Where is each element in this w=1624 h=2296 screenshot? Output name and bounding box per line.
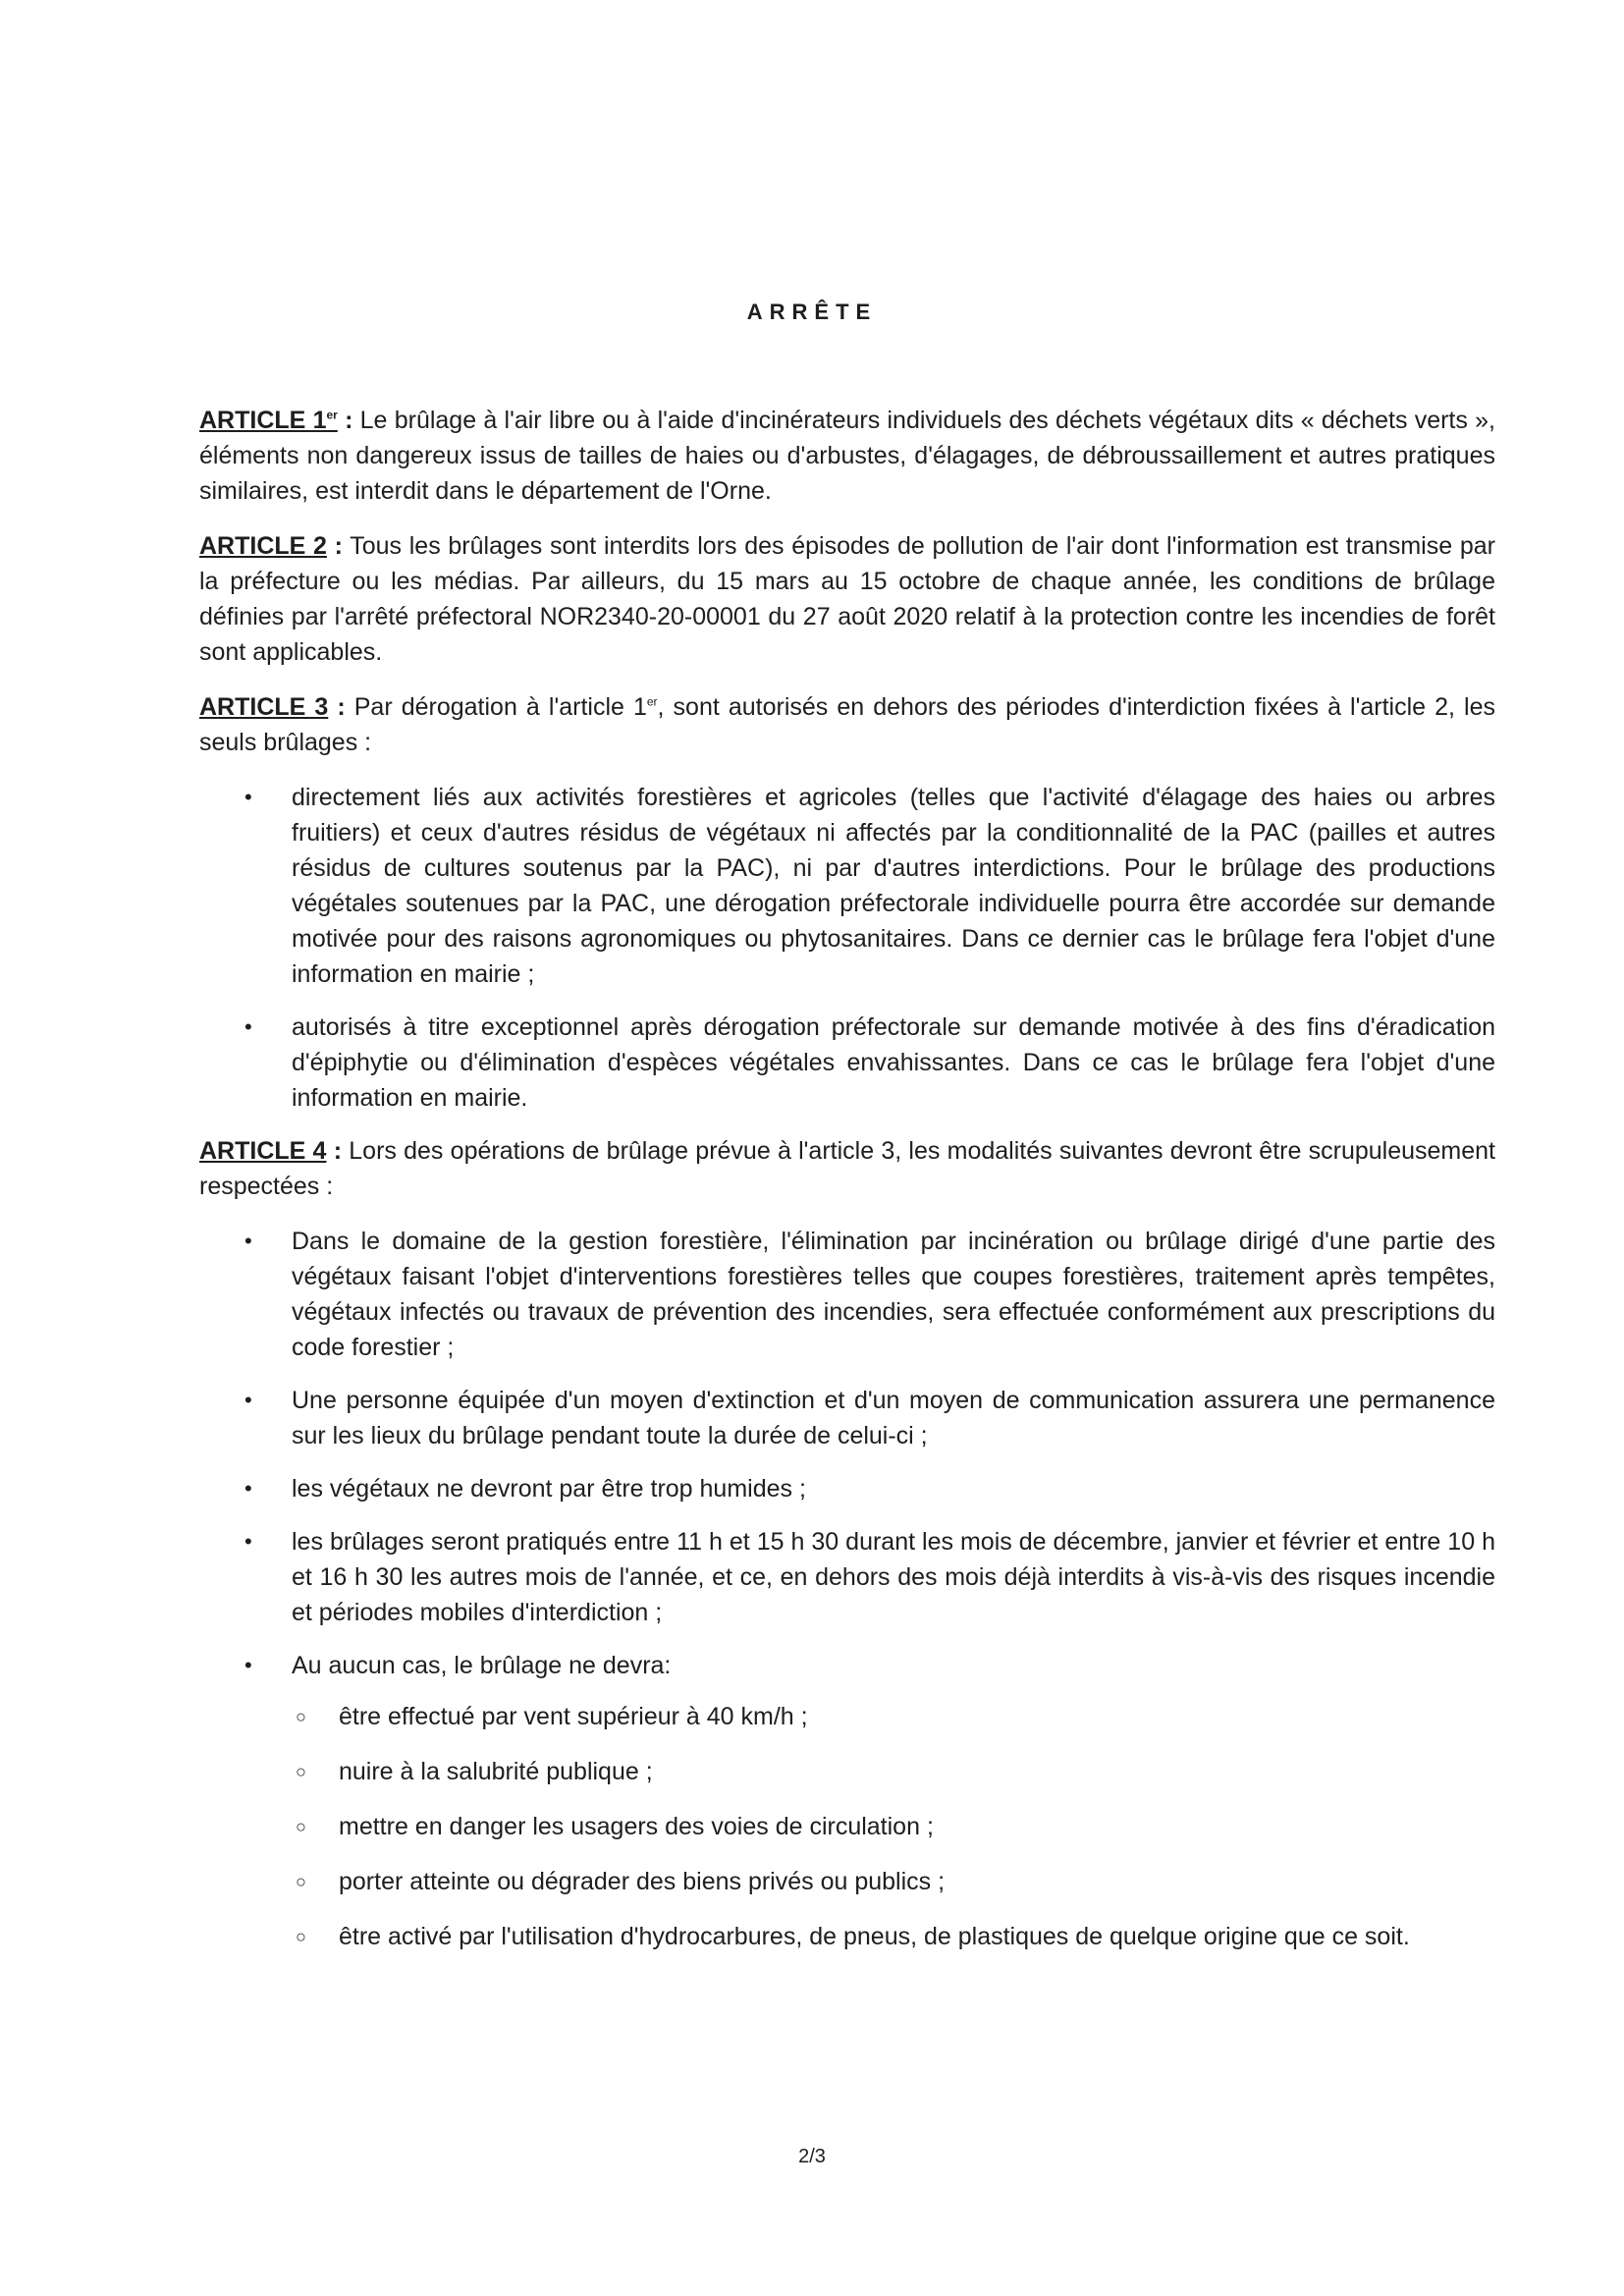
article-1-label-sup: er [326, 408, 338, 422]
list-item-text: Une personne équipée d'un moyen d'extinction et d'un moyen de communication assurera une permanence sur les lieux du brûlage pendant toute la durée de celui-ci ; [292, 1387, 1495, 1449]
article-3-text-sup: er [646, 694, 658, 709]
sub-list-item-text: nuire à la salubrité publique ; [339, 1758, 653, 1785]
list-item-text: Au aucun cas, le brûlage ne devra: [292, 1652, 672, 1679]
article-4-text: Lors des opérations de brûlage prévue à l'article 3, les modalités suivantes devront être scrupuleusement respectées : [199, 1137, 1495, 1200]
list-item [199, 1471, 1495, 1506]
sub-list-item [292, 1919, 1495, 1954]
sub-list-item-text: être effectué par vent supérieur à 40 km/h ; [339, 1703, 808, 1730]
sub-list-item-text: mettre en danger les usagers des voies de circulation ; [339, 1813, 934, 1840]
article-2-label: ARTICLE 2 [199, 532, 327, 560]
list-item [199, 1648, 1495, 1954]
circle-bullet-icon: ○ [296, 1872, 306, 1891]
article-4-colon: : [326, 1137, 343, 1165]
list-item-text: les végétaux ne devront par être trop humides ; [292, 1475, 806, 1503]
article-3-label: ARTICLE 3 [199, 693, 329, 721]
bullet-icon: • [244, 1476, 252, 1501]
article-1-colon: : [337, 407, 353, 434]
article-2-colon: : [326, 532, 343, 560]
bullet-icon: • [244, 785, 252, 809]
page-number: 2/3 [798, 2146, 826, 2167]
sub-list-item-text: être activé par l'utilisation d'hydrocarbures, de pneus, de plastiques de quelque origine que ce soit. [339, 1923, 1410, 1950]
sub-list-item [292, 1864, 1495, 1899]
list-item-text: les brûlages seront pratiqués entre 11 h et 15 h 30 durant les mois de décembre, janvier et février et entre 10 h et 16 h 30 les autres mois de l'année, et ce, en dehors des mois déjà interdits à vis-à-vis des risques incendie et périodes mobiles d'interdiction ; [292, 1528, 1495, 1626]
bullet-icon: • [244, 1653, 252, 1677]
list-item-text: directement liés aux activités forestières et agricoles (telles que l'activité d'élagage des haies ou arbres fruitiers) et ceux d'autres résidus de végétaux ni affectés par la conditionnalité de la PAC (pailles et autres résidus de cultures soutenus par la PAC), ni par d'autres interdictions. Pour le brûlage des productions végétales soutenues par la PAC, une dérogation préfectorale individuelle pourra être accordée sur demande motivée pour des raisons agronomiques ou phytosanitaires. Dans ce dernier cas le brûlage fera l'objet d'une information en mairie ; [292, 784, 1495, 988]
article-1-label-text: ARTICLE 1 [199, 407, 327, 434]
circle-bullet-icon: ○ [296, 1927, 306, 1946]
bullet-icon: • [244, 1014, 252, 1039]
bullet-icon: • [244, 1388, 252, 1412]
circle-bullet-icon: ○ [296, 1817, 306, 1836]
article-4-sublist [292, 1699, 1495, 1954]
article-3-text-b: , sont autorisés en dehors des périodes d'interdiction fixées à l'article 2, les seuls brûlages : [199, 693, 1495, 756]
circle-bullet-icon: ○ [296, 1707, 306, 1726]
article-4-list [199, 1224, 1495, 1954]
sub-list-item [292, 1699, 1495, 1734]
bullet-icon: • [244, 1229, 252, 1253]
document-body [199, 403, 1495, 1974]
list-item-text: Dans le domaine de la gestion forestière, l'élimination par incinération ou brûlage dirigé d'une partie des végétaux faisant l'objet d'interventions forestières telles que coupes forestières, traitement après tempêtes, végétaux infectés ou travaux de prévention des incendies, sera effectuée conformément aux prescriptions du code forestier ; [292, 1228, 1495, 1361]
list-item [199, 1383, 1495, 1453]
bullet-icon: • [244, 1529, 252, 1554]
circle-bullet-icon: ○ [296, 1762, 306, 1781]
article-3 [199, 689, 1495, 760]
list-item [199, 1524, 1495, 1630]
article-3-text-a: Par dérogation à l'article 1 [345, 693, 647, 721]
article-2-text: Tous les brûlages sont interdits lors des épisodes de pollution de l'air dont l'information est transmise par la préfecture ou les médias. Par ailleurs, du 15 mars au 15 octobre de chaque année, les conditions de brûlage définies par l'arrêté préfectoral NOR2340-20-00001 du 27 août 2020 relatif à la protection contre les incendies de forêt sont applicables. [199, 532, 1495, 666]
sub-list-item [292, 1754, 1495, 1789]
document-title: ARRÊTE [746, 300, 878, 324]
list-item [199, 1010, 1495, 1116]
article-1-label [199, 407, 338, 434]
article-4 [199, 1133, 1495, 1204]
article-1 [199, 403, 1495, 509]
list-item [199, 780, 1495, 992]
article-4-label: ARTICLE 4 [199, 1137, 327, 1165]
article-3-colon: : [328, 693, 346, 721]
sub-list-item-text: porter atteinte ou dégrader des biens privés ou publics ; [339, 1868, 946, 1895]
article-3-list [199, 780, 1495, 1116]
article-2 [199, 528, 1495, 670]
sub-list-item [292, 1809, 1495, 1844]
list-item-text: autorisés à titre exceptionnel après dérogation préfectorale sur demande motivée à des fins d'éradication d'épiphytie ou d'élimination d'espèces végétales envahissantes. Dans ce cas le brûlage fera l'objet d'une information en mairie. [292, 1013, 1495, 1112]
list-item [199, 1224, 1495, 1365]
article-1-text: Le brûlage à l'air libre ou à l'aide d'incinérateurs individuels des déchets végétaux dits « déchets verts », éléments non dangereux issus de tailles de haies ou d'arbustes, d'élagages, de débroussaillement et autres pratiques similaires, est interdit dans le département de l'Orne. [199, 407, 1495, 505]
article-3-text [199, 693, 1495, 756]
